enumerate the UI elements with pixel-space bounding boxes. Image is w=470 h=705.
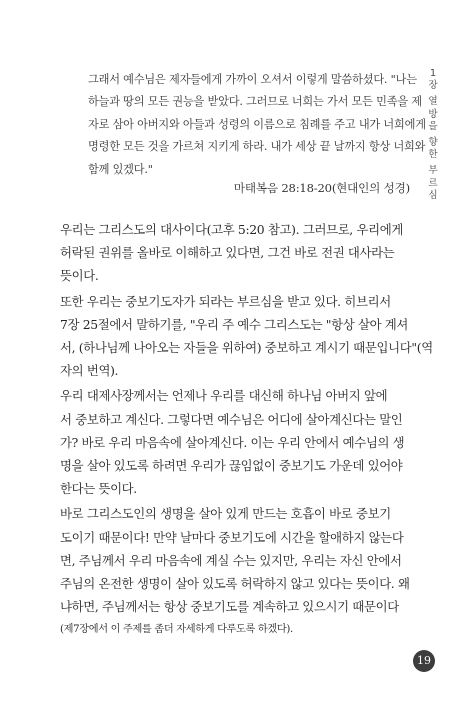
quote-line: 그래서 예수님은 제자들에게 가까이 오셔서 이렇게 말씀하셨다. "나는 bbox=[88, 73, 417, 86]
side-title-char: 향 bbox=[428, 137, 438, 149]
text-line: 허락된 권위를 올바로 이해하고 있다면, 그건 바로 전권 대사라는 bbox=[60, 245, 395, 261]
text-line: 도이기 때문이다! 만약 날마다 중보기도에 시간을 할애하지 않는다 bbox=[60, 529, 404, 545]
side-title-char: 을 bbox=[428, 120, 438, 132]
side-title-char: 방 bbox=[428, 108, 438, 120]
side-title-char: 장 bbox=[428, 80, 438, 92]
page-number: 19 bbox=[413, 650, 435, 672]
text-line: 면, 주님께서 우리 마음속에 계실 수는 있지만, 우리는 자신 안에서 bbox=[60, 552, 402, 568]
text-line: 7장 25절에서 말하기를, "우리 주 예수 그리스도는 "항상 살아 계셔 bbox=[60, 316, 409, 332]
quote-line: 명령한 모든 것을 가르쳐 지키게 하라. 내가 세상 끝 날까지 항상 너희와 bbox=[88, 140, 426, 154]
chapter-side-title bbox=[425, 68, 441, 202]
quote-line: 자로 삼아 아버지와 아들과 성령의 이름으로 침례를 주고 내가 너희에게 bbox=[88, 117, 426, 131]
text-line: 서 중보하고 계신다. 그렇다면 예수님은 어디에 살아계신다는 말인 bbox=[60, 411, 403, 427]
scripture-quote bbox=[88, 69, 426, 181]
text-line: 명을 살아 있도록 하려면 우리가 끊임없이 중보기도 가운데 있어야 bbox=[60, 458, 403, 474]
text-line: 한다는 뜻이다. bbox=[60, 481, 137, 497]
text-line: 주님의 온전한 생명이 살아 있도록 허락하지 않고 있다는 뜻이다. 왜 bbox=[60, 576, 410, 592]
text-line: 바로 그리스도인의 생명을 살아 있게 만드는 호흡이 바로 중보기 bbox=[60, 506, 391, 522]
text-line: 또한 우리는 중보기도자가 되라는 부르심을 받고 있다. 히브리서 bbox=[60, 293, 391, 309]
text-line: (제7장에서 이 주제를 좀더 자세하게 다루도록 하겠다). bbox=[60, 624, 293, 636]
paragraph bbox=[60, 384, 412, 500]
side-title-char: 심 bbox=[428, 189, 438, 201]
quote-line: 하늘과 땅의 모든 권능을 받았다. 그러므로 너희는 가서 모든 민족을 제 bbox=[88, 95, 422, 109]
text-line: 뜻이다. bbox=[60, 268, 99, 284]
side-title-char: 르 bbox=[428, 177, 438, 189]
paragraph bbox=[60, 502, 412, 641]
quote-source: 마태복음 28:18-20(현대인의 성경) bbox=[233, 181, 410, 195]
text-line: 우리는 그리스도의 대사이다(고후 5:20 참고). 그러므로, 우리에게 bbox=[60, 222, 403, 237]
side-title-char: 한 bbox=[428, 149, 438, 161]
body-text bbox=[60, 218, 433, 642]
quote-line: 함께 있겠다." bbox=[88, 162, 153, 176]
text-line: 자의 번역). bbox=[60, 363, 119, 379]
paragraph bbox=[60, 290, 433, 383]
side-title-char: 열 bbox=[428, 96, 438, 108]
text-line: 서, (하나님께 나아오는 자들을 위하여) 중보하고 계시기 때문입니다"(역 bbox=[60, 340, 433, 356]
text-line: 냐하면, 주님께서는 항상 중보기도를 계속하고 있으시기 때문이다 bbox=[60, 599, 399, 615]
side-title-char: 부 bbox=[428, 165, 438, 177]
side-title-char: 1 bbox=[429, 68, 437, 79]
text-line: 우리 대제사장께서는 언제나 우리를 대신해 하나님 아버지 앞에 bbox=[60, 388, 388, 404]
text-line: 가? 바로 우리 마음속에 살아계신다. 이는 우리 안에서 예수님의 생 bbox=[60, 434, 405, 450]
paragraph bbox=[60, 218, 412, 288]
